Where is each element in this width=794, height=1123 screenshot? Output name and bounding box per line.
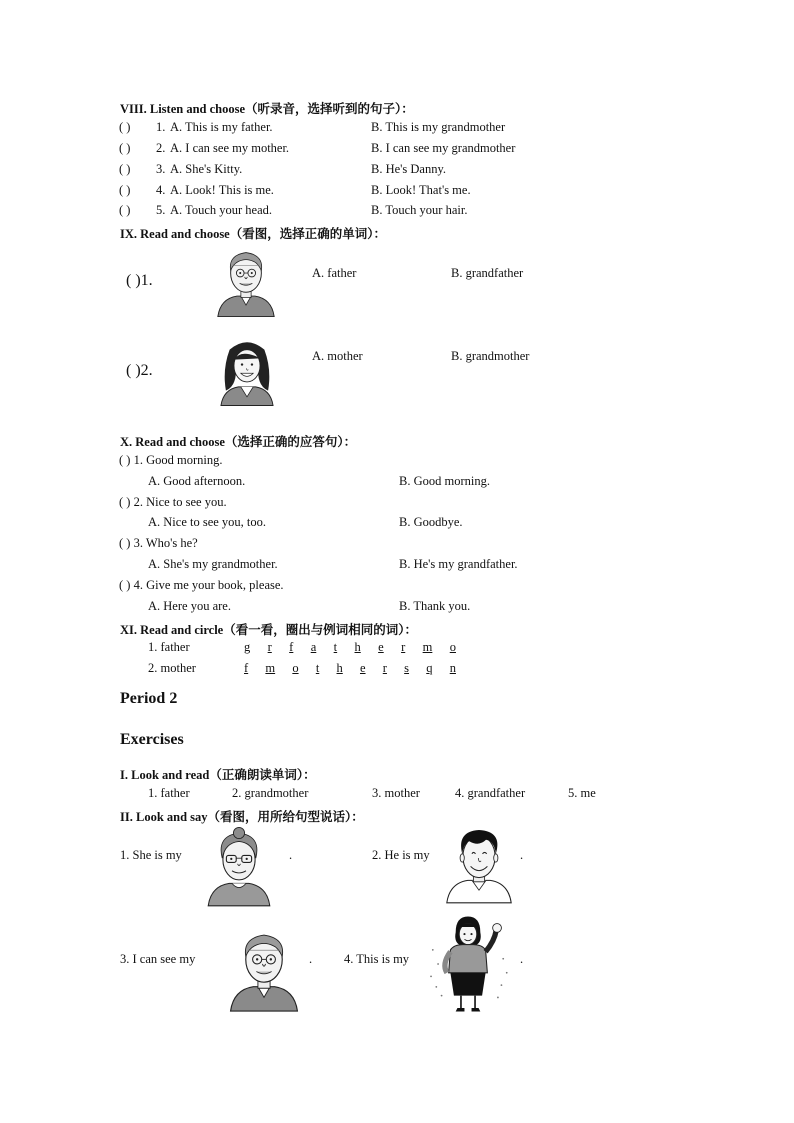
option-b: B. He's my grandfather. (399, 557, 518, 571)
grandfather-picture (226, 926, 302, 1014)
letter[interactable]: a (310, 640, 317, 654)
part2-header: II. Look and say（看图，用所给句型说话）： (120, 810, 364, 824)
answer-blank[interactable]: ( )1. (126, 272, 153, 289)
say-sentence: 3. I can see my (120, 952, 196, 966)
grandmother-picture (204, 826, 274, 910)
option-a: A. father (312, 266, 357, 280)
letter[interactable]: q (426, 661, 433, 675)
letter[interactable]: e (359, 661, 366, 675)
item-number: 4. (156, 183, 166, 197)
option-b: B. grandfather (451, 266, 524, 280)
item-number: 2. (156, 141, 166, 155)
letter[interactable]: r (267, 640, 272, 654)
letter[interactable]: e (378, 640, 384, 654)
mother-picture (424, 914, 512, 1014)
option-a: A. She's Kitty. (170, 162, 243, 176)
period-title: Period 2 (120, 690, 178, 707)
question[interactable]: ( ) 3. Who's he? (119, 536, 198, 550)
option-a: A. Here you are. (148, 599, 231, 613)
option-b: B. Look! That's me. (371, 183, 471, 197)
letter[interactable]: f (289, 640, 294, 654)
letter[interactable]: m (265, 661, 276, 675)
answer-blank[interactable]: ( ) (119, 120, 131, 134)
sentence-end: . (520, 952, 524, 966)
option-b: B. Thank you. (399, 599, 471, 613)
letter[interactable]: o (449, 640, 456, 654)
sentence-end: . (289, 848, 293, 862)
option-b: B. grandmother (451, 349, 530, 363)
option-a: A. mother (312, 349, 363, 363)
part1-header: I. Look and read（正确朗读单词）： (120, 768, 316, 782)
say-sentence: 4. This is my (344, 952, 410, 966)
question[interactable]: ( ) 2. Nice to see you. (119, 495, 227, 509)
letter[interactable]: f (244, 661, 249, 675)
option-a: A. This is my father. (170, 120, 273, 134)
letter[interactable]: g (244, 640, 251, 654)
letter-row (244, 640, 456, 655)
section11-header: XI. Read and circle（看一看，圈出与例词相同的词）： (120, 623, 417, 637)
sentence-end: . (309, 952, 313, 966)
word: 5. me (568, 786, 596, 800)
option-a: A. Touch your head. (170, 203, 272, 217)
section8-header: VIII. Listen and choose（听录音，选择听到的句子）： (120, 102, 414, 116)
answer-blank[interactable]: ( ) (119, 141, 131, 155)
letter[interactable]: t (333, 640, 338, 654)
answer-blank[interactable]: ( ) (119, 183, 131, 197)
grandfather-picture (214, 244, 278, 320)
letter[interactable]: n (449, 661, 456, 675)
letter[interactable]: o (292, 661, 299, 675)
option-b: B. Touch your hair. (371, 203, 468, 217)
say-sentence: 2. He is my (372, 848, 430, 862)
example-word: 2. mother (148, 661, 196, 675)
answer-blank[interactable]: ( )2. (126, 362, 153, 379)
item-number: 3. (156, 162, 166, 176)
option-a: A. Look! This is me. (170, 183, 274, 197)
question[interactable]: ( ) 4. Give me your book, please. (119, 578, 284, 592)
letter-row (244, 661, 456, 676)
mother-picture (216, 336, 278, 408)
option-a: A. I can see my mother. (170, 141, 290, 155)
option-a: A. Nice to see you, too. (148, 515, 267, 529)
letter[interactable]: t (315, 661, 320, 675)
say-sentence: 1. She is my (120, 848, 182, 862)
letter[interactable]: r (401, 640, 406, 654)
option-b: B. I can see my grandmother (371, 141, 516, 155)
item-number: 5. (156, 203, 166, 217)
father-picture (444, 824, 514, 906)
option-b: B. This is my grandmother (371, 120, 506, 134)
sentence-end: . (520, 848, 524, 862)
section10-header: X. Read and choose（选择正确的应答句）： (120, 435, 357, 449)
word: 3. mother (372, 786, 420, 800)
option-b: B. He's Danny. (371, 162, 447, 176)
answer-blank[interactable]: ( ) (119, 162, 131, 176)
letter[interactable]: h (336, 661, 343, 675)
option-b: B. Goodbye. (399, 515, 463, 529)
question[interactable]: ( ) 1. Good morning. (119, 453, 223, 467)
letter[interactable]: h (354, 640, 361, 654)
item-number: 1. (156, 120, 166, 134)
option-a: A. Good afternoon. (148, 474, 246, 488)
example-word: 1. father (148, 640, 190, 654)
word: 1. father (148, 786, 190, 800)
option-a: A. She's my grandmother. (148, 557, 278, 571)
word: 2. grandmother (232, 786, 309, 800)
word: 4. grandfather (455, 786, 526, 800)
exercises-title: Exercises (120, 731, 184, 748)
section9-header: IX. Read and choose（看图，选择正确的单词）： (120, 227, 386, 241)
letter[interactable]: m (422, 640, 433, 654)
option-b: B. Good morning. (399, 474, 490, 488)
answer-blank[interactable]: ( ) (119, 203, 131, 217)
letter[interactable]: r (382, 661, 387, 675)
letter[interactable]: s (404, 661, 410, 675)
